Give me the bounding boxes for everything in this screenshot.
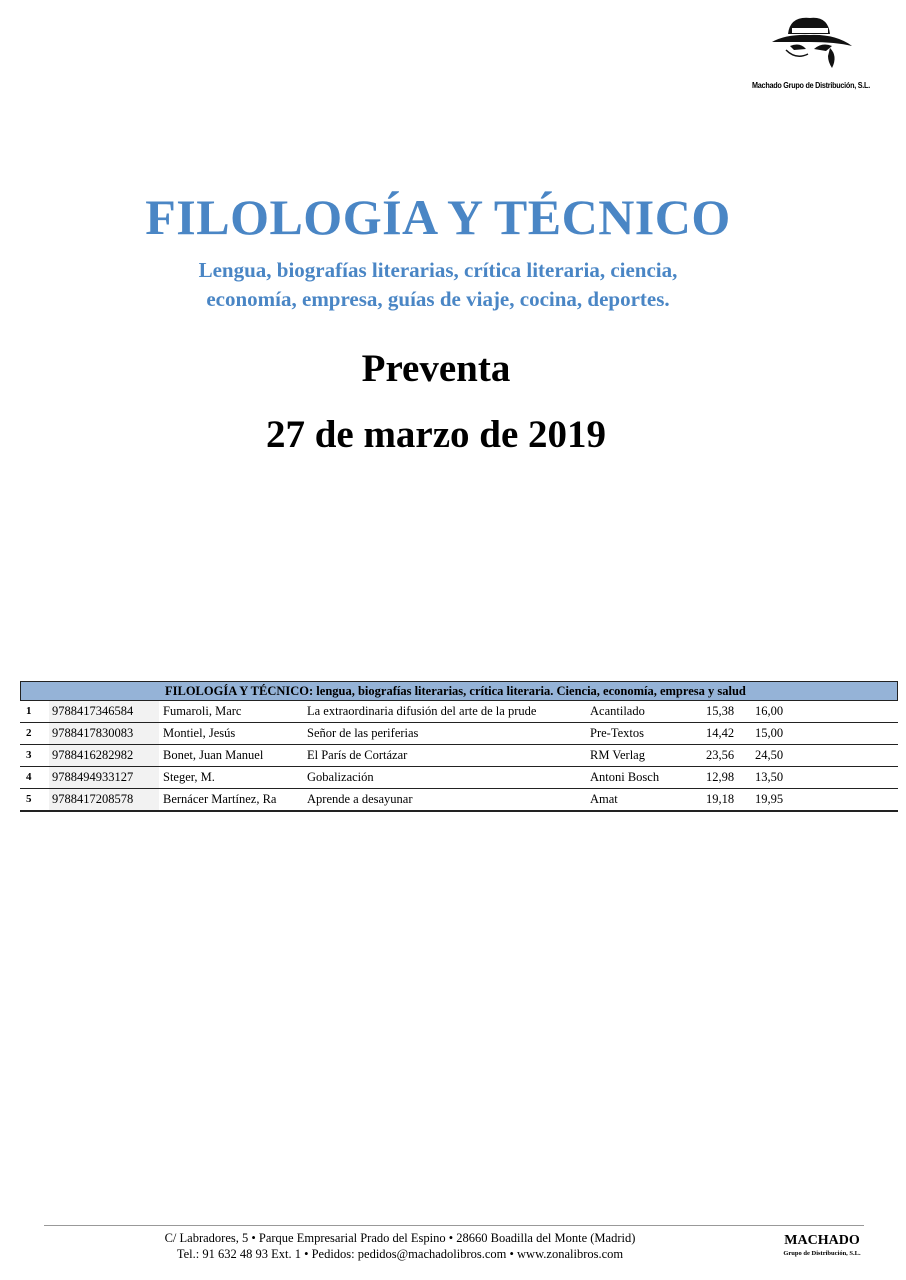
isbn: 9788494933127 bbox=[49, 767, 159, 788]
table-row bbox=[20, 789, 898, 812]
price-no-vat: 23,56 bbox=[706, 748, 735, 762]
footer-brand-sub: Grupo de Distribución, S.L. bbox=[783, 1250, 861, 1257]
man-with-hat-icon bbox=[766, 12, 856, 78]
price: 15,00 bbox=[755, 726, 784, 740]
books-table bbox=[20, 681, 898, 812]
row-number: 2 bbox=[26, 727, 32, 739]
price: 13,50 bbox=[755, 770, 784, 784]
subtitle-line-2: economía, empresa, guías de viaje, cocina, deportes. bbox=[206, 287, 670, 311]
price-no-vat: 14,42 bbox=[706, 726, 735, 740]
footer-phone-email-web: Tel.: 91 632 48 93 Ext. 1 • Pedidos: pedidos@machadolibros.com • www.zonalibros.com bbox=[176, 1247, 624, 1261]
book-title: Aprende a desayunar bbox=[307, 792, 413, 806]
book-title: La extraordinaria difusión del arte de la prude bbox=[307, 704, 537, 718]
author: Bonet, Juan Manuel bbox=[163, 748, 264, 762]
company-logo bbox=[738, 8, 884, 94]
price-no-vat: 12,98 bbox=[706, 770, 735, 784]
row-number: 3 bbox=[26, 749, 32, 761]
publisher: Acantilado bbox=[590, 704, 645, 718]
publisher: Pre-Textos bbox=[590, 726, 644, 740]
footer-brand bbox=[752, 1233, 892, 1257]
publisher: RM Verlag bbox=[590, 748, 645, 762]
table-header bbox=[20, 681, 898, 701]
table-row bbox=[20, 767, 898, 789]
author: Steger, M. bbox=[163, 770, 215, 784]
book-title: Gobalización bbox=[307, 770, 374, 784]
footer-contact bbox=[90, 1230, 710, 1262]
footer-divider bbox=[44, 1225, 864, 1226]
page-subtitle bbox=[0, 256, 876, 314]
author: Fumaroli, Marc bbox=[163, 704, 242, 718]
price: 24,50 bbox=[755, 748, 784, 762]
publisher: Amat bbox=[590, 792, 618, 806]
row-number: 5 bbox=[26, 793, 32, 805]
price-no-vat: 19,18 bbox=[706, 792, 735, 806]
price: 19,95 bbox=[755, 792, 784, 806]
isbn: 9788417830083 bbox=[49, 723, 159, 744]
isbn: 9788417346584 bbox=[49, 701, 159, 722]
table-row bbox=[20, 745, 898, 767]
table-row bbox=[20, 701, 898, 723]
isbn: 9788417208578 bbox=[49, 789, 159, 810]
subtitle-line-1: Lengua, biografías literarias, crítica literaria, ciencia, bbox=[198, 258, 678, 282]
table-header-label: FILOLOGÍA Y TÉCNICO: lengua, biografías literarias, crítica literaria. Ciencia, economía, empresa y salud bbox=[165, 684, 746, 698]
logo-caption: Machado Grupo de Distribución, S.L. bbox=[752, 80, 870, 90]
footer-address: C/ Labradores, 5 • Parque Empresarial Prado del Espino • 28660 Boadilla del Monte (Madrid) bbox=[164, 1231, 636, 1245]
price-no-vat: 15,38 bbox=[706, 704, 735, 718]
preventa-heading: Preventa bbox=[361, 347, 511, 390]
row-number: 1 bbox=[26, 705, 32, 717]
price: 16,00 bbox=[755, 704, 784, 718]
footer-brand-name: MACHADO bbox=[784, 1233, 860, 1248]
book-title: Señor de las periferias bbox=[307, 726, 419, 740]
author: Montiel, Jesús bbox=[163, 726, 236, 740]
author: Bernácer Martínez, Ra bbox=[163, 792, 277, 806]
book-title: El París de Cortázar bbox=[307, 748, 408, 762]
page-title: FILOLOGÍA Y TÉCNICO bbox=[145, 189, 731, 245]
table-row bbox=[20, 723, 898, 745]
presale-date: 27 de marzo de 2019 bbox=[265, 413, 607, 456]
publisher: Antoni Bosch bbox=[590, 770, 660, 784]
isbn: 9788416282982 bbox=[49, 745, 159, 766]
row-number: 4 bbox=[26, 771, 32, 783]
